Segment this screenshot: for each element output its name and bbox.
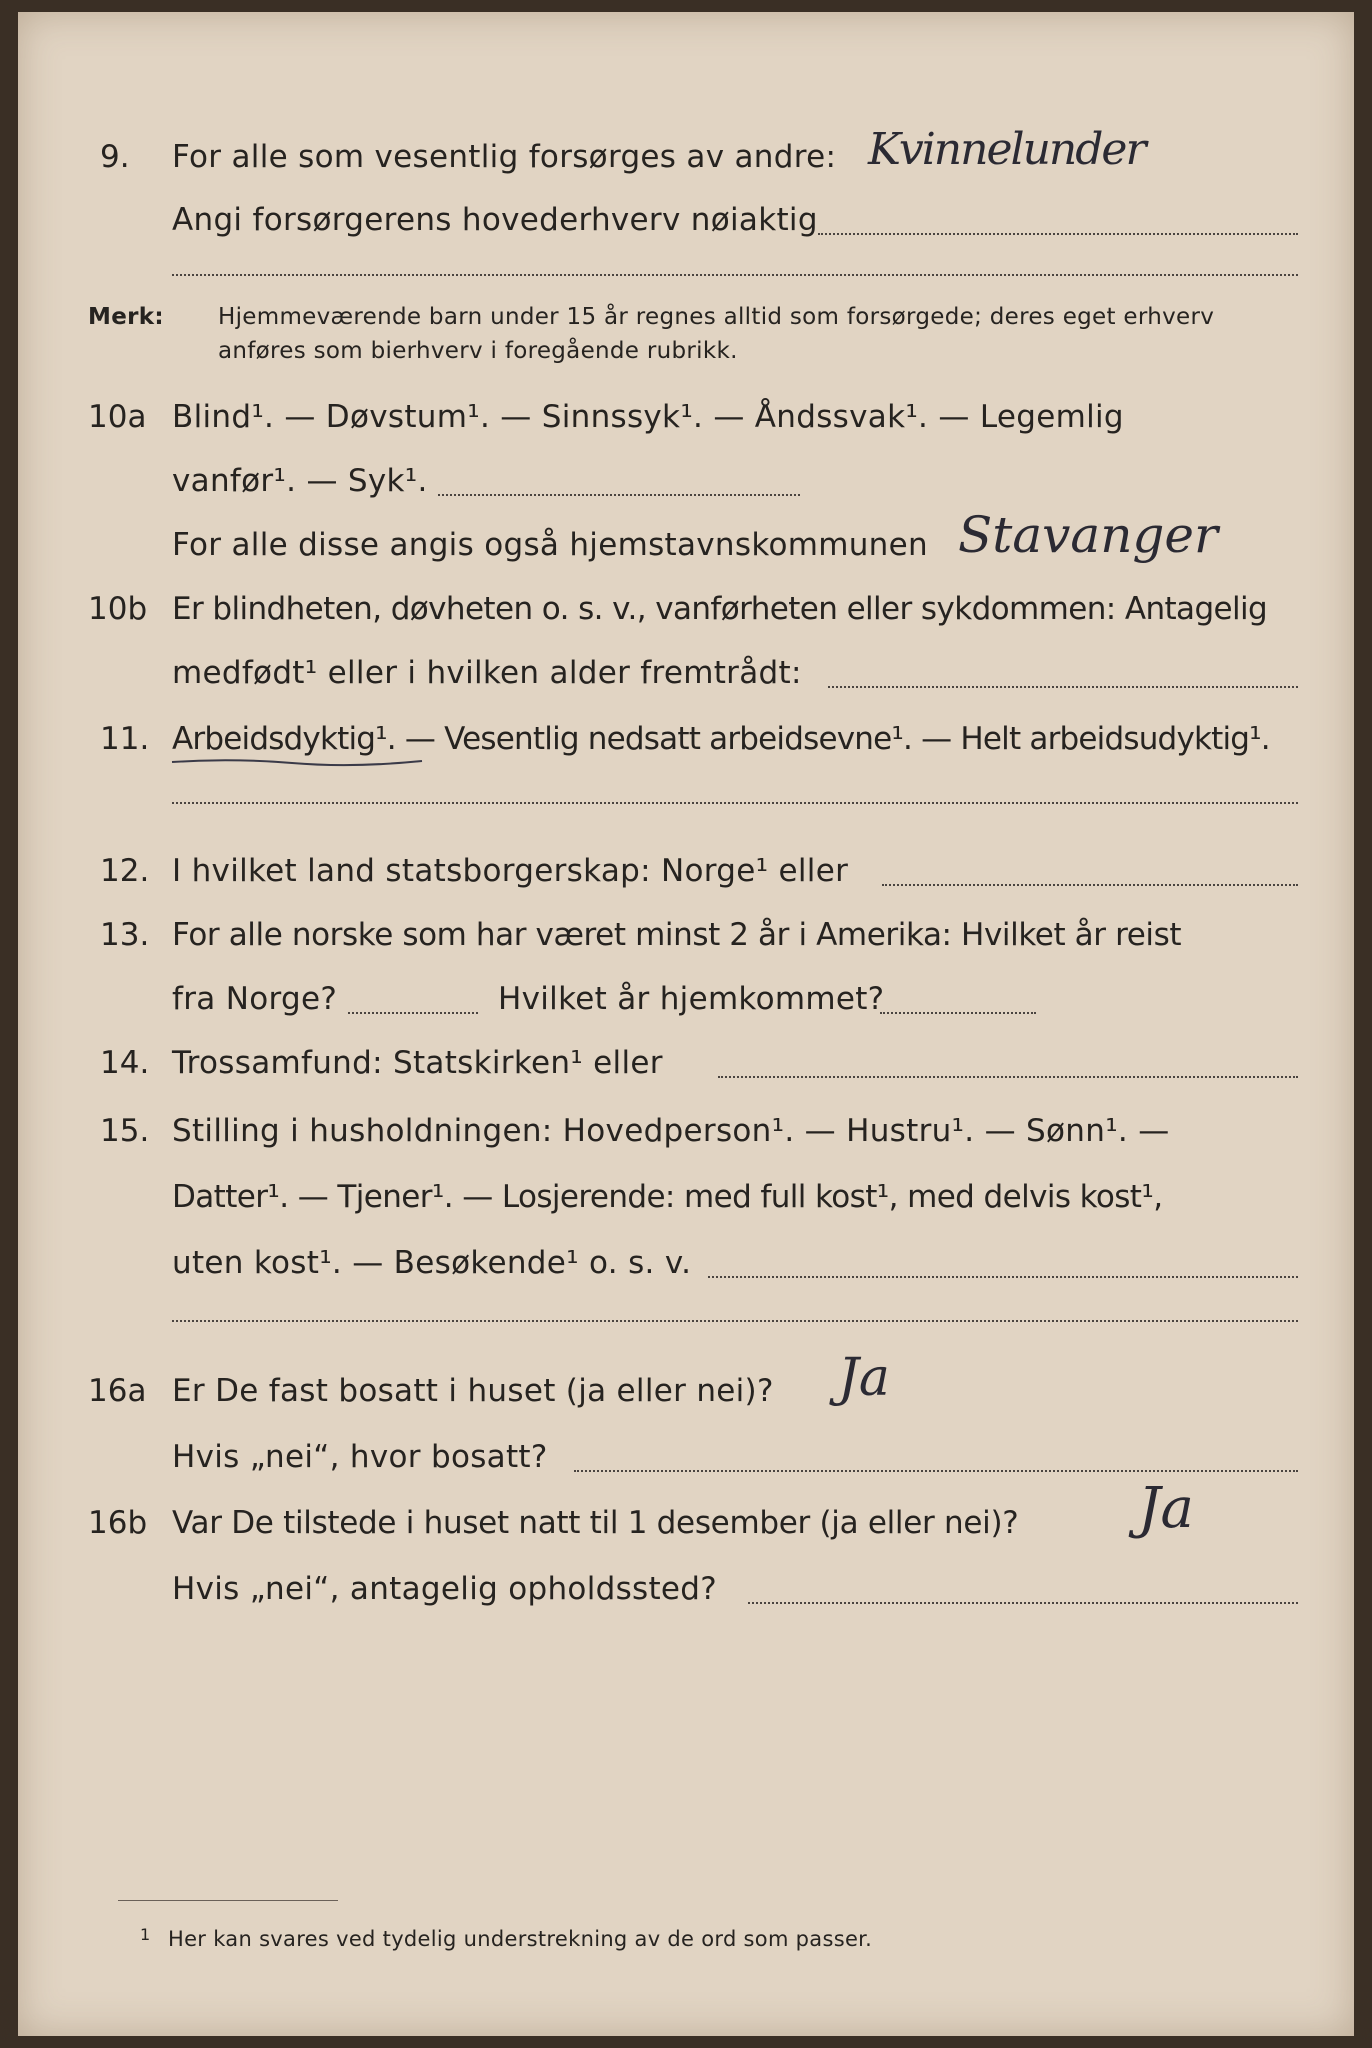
- answer-line: [438, 494, 800, 496]
- question-text: Var De tilstede i huset natt til 1 desember (ja eller nei)?: [172, 1505, 1019, 1541]
- question-13-line-2: [18, 974, 1354, 1024]
- handwritten-underline: [172, 758, 422, 766]
- footnote-rule: [118, 1900, 338, 1901]
- answer-line: [348, 1012, 478, 1014]
- question-text: Hvis „nei“, hvor bosatt?: [172, 1439, 548, 1475]
- handwritten-answer: Stavanger: [958, 506, 1218, 564]
- question-number: 9.: [100, 139, 130, 175]
- question-10b-line-2: [18, 648, 1354, 698]
- question-text: Trossamfund: Statskirken¹ eller: [172, 1045, 663, 1081]
- question-15-line-3: [18, 1238, 1354, 1288]
- handwritten-answer: Kvinnelunder: [868, 124, 1145, 175]
- question-text: Angi forsørgerens hovederhverv nøiaktig: [172, 202, 818, 238]
- answer-line: [172, 274, 1298, 276]
- question-number: 10a: [88, 399, 147, 435]
- question-text: vanfør¹. — Syk¹.: [172, 463, 428, 499]
- question-text: For alle disse angis også hjemstavnskommunen: [172, 527, 928, 563]
- question-text: Hvilket år hjemkommet?: [498, 981, 885, 1017]
- question-number: 13.: [100, 917, 150, 953]
- question-text: I hvilket land statsborgerskap: Norge¹ eller: [172, 853, 849, 889]
- question-text: Stilling i husholdningen: Hovedperson¹. — Hustru¹. — Sønn¹. —: [172, 1113, 1170, 1149]
- question-11: [18, 714, 1354, 764]
- question-text: Er blindheten, døvheten o. s. v., vanførheten eller sykdommen: Antagelig: [172, 591, 1268, 627]
- question-number: 12.: [100, 853, 150, 889]
- answer-line: [718, 1076, 1298, 1078]
- question-15-line-2: [18, 1172, 1354, 1222]
- answer-line: [880, 1012, 1036, 1014]
- handwritten-answer: Ja: [838, 1348, 890, 1408]
- answer-line: [828, 686, 1298, 688]
- question-15: [18, 1106, 1354, 1156]
- question-text: uten kost¹. — Besøkende¹ o. s. v.: [172, 1245, 692, 1281]
- question-12: [18, 846, 1354, 896]
- answer-line: [172, 802, 1298, 804]
- question-9-line-2: [18, 195, 1354, 245]
- question-text: Blind¹. — Døvstum¹. — Sinnssyk¹. — Åndssvak¹. — Legemlig: [172, 399, 1124, 435]
- question-number: 10b: [88, 591, 148, 627]
- question-number: 15.: [100, 1113, 150, 1149]
- note-text: anføres som bierhverv i foregående rubrikk.: [218, 338, 738, 364]
- question-10a-line-2: [18, 456, 1354, 506]
- question-text: For alle norske som har været minst 2 år i Amerika: Hvilket år reist: [172, 917, 1182, 953]
- question-10b: [18, 584, 1354, 634]
- answer-line: [172, 1320, 1298, 1322]
- question-text: medfødt¹ eller i hvilken alder fremtrådt:: [172, 655, 802, 691]
- question-14: [18, 1038, 1354, 1088]
- question-9: [18, 124, 1354, 182]
- footnote-mark: 1: [140, 1925, 151, 1944]
- question-10a-line-3: [18, 506, 1354, 570]
- handwritten-answer: Ja: [1138, 1476, 1194, 1541]
- answer-line: [818, 233, 1298, 235]
- footnote-text: Her kan svares ved tydelig understrekning av de ord som passer.: [168, 1927, 873, 1951]
- question-10a: [18, 392, 1354, 442]
- footnote: [18, 1922, 1354, 1958]
- question-16b: [18, 1476, 1354, 1548]
- question-16a: [18, 1348, 1354, 1416]
- question-number: 11.: [100, 721, 150, 757]
- question-number: 14.: [100, 1045, 150, 1081]
- question-text: Arbeidsdyktig¹. — Vesentlig nedsatt arbeidsevne¹. — Helt arbeidsudyktig¹.: [172, 721, 1270, 757]
- question-number: 16b: [88, 1505, 148, 1541]
- answer-line: [574, 1470, 1298, 1472]
- question-text: Hvis „nei“, antagelig opholdssted?: [172, 1571, 718, 1607]
- answer-line: [708, 1276, 1298, 1278]
- census-form-page: [18, 12, 1354, 2036]
- note-label: Merk:: [88, 304, 164, 330]
- question-text: fra Norge?: [172, 981, 338, 1017]
- answer-line: [748, 1602, 1298, 1604]
- question-text: Datter¹. — Tjener¹. — Losjerende: med full kost¹, med delvis kost¹,: [172, 1179, 1163, 1215]
- question-13: [18, 910, 1354, 960]
- note-text: Hjemmeværende barn under 15 år regnes alltid som forsørgede; deres eget erhverv: [218, 304, 1215, 330]
- question-16a-line-2: [18, 1432, 1354, 1482]
- question-16b-line-2: [18, 1564, 1354, 1614]
- answer-line: [882, 884, 1298, 886]
- question-text: For alle som vesentlig forsørges av andre:: [172, 139, 837, 175]
- question-number: 16a: [88, 1373, 147, 1409]
- note-block: [18, 300, 1354, 370]
- question-text: Er De fast bosatt i huset (ja eller nei)?: [172, 1373, 774, 1409]
